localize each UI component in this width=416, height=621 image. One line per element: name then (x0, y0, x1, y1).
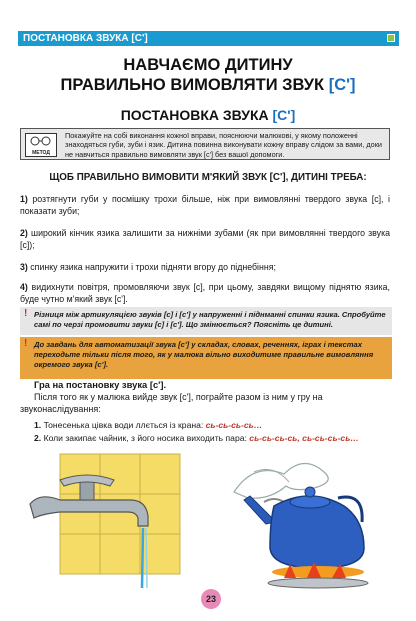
exclamation-icon: ! (24, 338, 28, 349)
game-item-1-text: Тонесенька цівка води ллється із крана: (43, 420, 206, 430)
game-item-2 (34, 433, 394, 443)
section-header-label: ПОСТАНОВКА ЗВУКА [С'] (23, 33, 148, 44)
page-title-sound: [С'] (328, 76, 356, 94)
step-3-number: 3) (20, 262, 28, 272)
step-4-number: 4) (20, 282, 28, 292)
game-heading: Гра на постановку звука [с']. (34, 379, 167, 390)
step-4 (20, 281, 390, 305)
subtitle (0, 107, 416, 123)
subtitle-sound: [С'] (272, 107, 296, 123)
step-1-number: 1) (20, 194, 28, 204)
subtitle-text: ПОСТАНОВКА ЗВУКА (120, 107, 273, 123)
page-number: 23 (201, 589, 221, 609)
exclamation-icon: ! (24, 308, 28, 319)
method-icon-label: МЕТОД (32, 150, 50, 156)
note-2-text: До завдань для автоматизації звука [с'] у складах, словах, реченнях, іграх і текстах переходьте тільки після того, як у малюка вільно виходитиме правильне вимовляння окремого звука [с']. (34, 340, 374, 369)
game-item-2-number: 2. (34, 433, 42, 443)
step-3-text: спинку язика напружити і трохи підняти вгору до піднебіння; (30, 262, 276, 272)
step-2-number: 2) (20, 228, 28, 238)
instructions-heading: ЩОБ ПРАВИЛЬНО ВИМОВИТИ М'ЯКИЙ ЗВУК [С'], ДИТИНІ ТРЕБА: (49, 172, 367, 183)
note-box-gray (20, 307, 392, 335)
page-title-line-2-text: ПРАВИЛЬНО ВИМОВЛЯТИ ЗВУК (60, 76, 329, 94)
method-box (20, 128, 390, 160)
step-4-text: видихнути повітря, промовляючи звук [с], при цьому, завдяки вищому піднятю язика, буде чутно м'який звук [с']. (20, 282, 390, 304)
game-item-1 (34, 420, 394, 430)
step-2-text: широкий кінчик язика залишити за нижніми зубами (як при вимовлянні твердого звука [с]); (20, 228, 390, 250)
method-text: Покажуйте на собі виконання кожної вправи, пояснюючи малюкові, у якому положенні знаходяться губи, зуби і язик. Дитина повинна виконувати кожну вправу слідом за вами, доки не навчиться правильно вимовляти звук [с'] без вашої допомоги. (65, 131, 382, 159)
game-intro: Після того як у малюка вийде звук [с'], пограйте разом із ним у гру на звуконаслідування: (20, 392, 323, 414)
note-box-orange (20, 337, 392, 379)
note-1-text: Різниця між артикуляцією звуків [с] і [с'] у напруженні і піднманні спинки язика. Спробуйте самі по черзі промовити звуки [с] і [с']. Що змінюється? Поясніть це дитині. (34, 310, 386, 329)
faucet-illustration (20, 452, 210, 592)
header-square-icon (387, 34, 395, 42)
game-item-1-sound: сь-сь-сь-сь… (205, 420, 263, 430)
step-1 (20, 193, 390, 217)
game-item-2-text: Коли закипає чайник, з його носика виходить пара: (43, 433, 250, 443)
game-item-2-sound: сь-сь-сь-сь, сь-сь-сь-сь… (249, 433, 359, 443)
page-title-line-1: НАВЧАЄМО ДИТИНУ (123, 56, 293, 74)
page-title-line-2 (0, 76, 416, 95)
step-3 (20, 261, 390, 273)
kettle-illustration (214, 452, 394, 590)
section-header-bar (18, 31, 399, 46)
step-1-text: розтягнути губи у посмішку трохи більше, ніж при вимовлянні твердого звука [с], і показати зуби; (20, 194, 390, 216)
step-2 (20, 227, 390, 251)
method-icon (25, 133, 57, 157)
game-item-1-number: 1. (34, 420, 42, 430)
